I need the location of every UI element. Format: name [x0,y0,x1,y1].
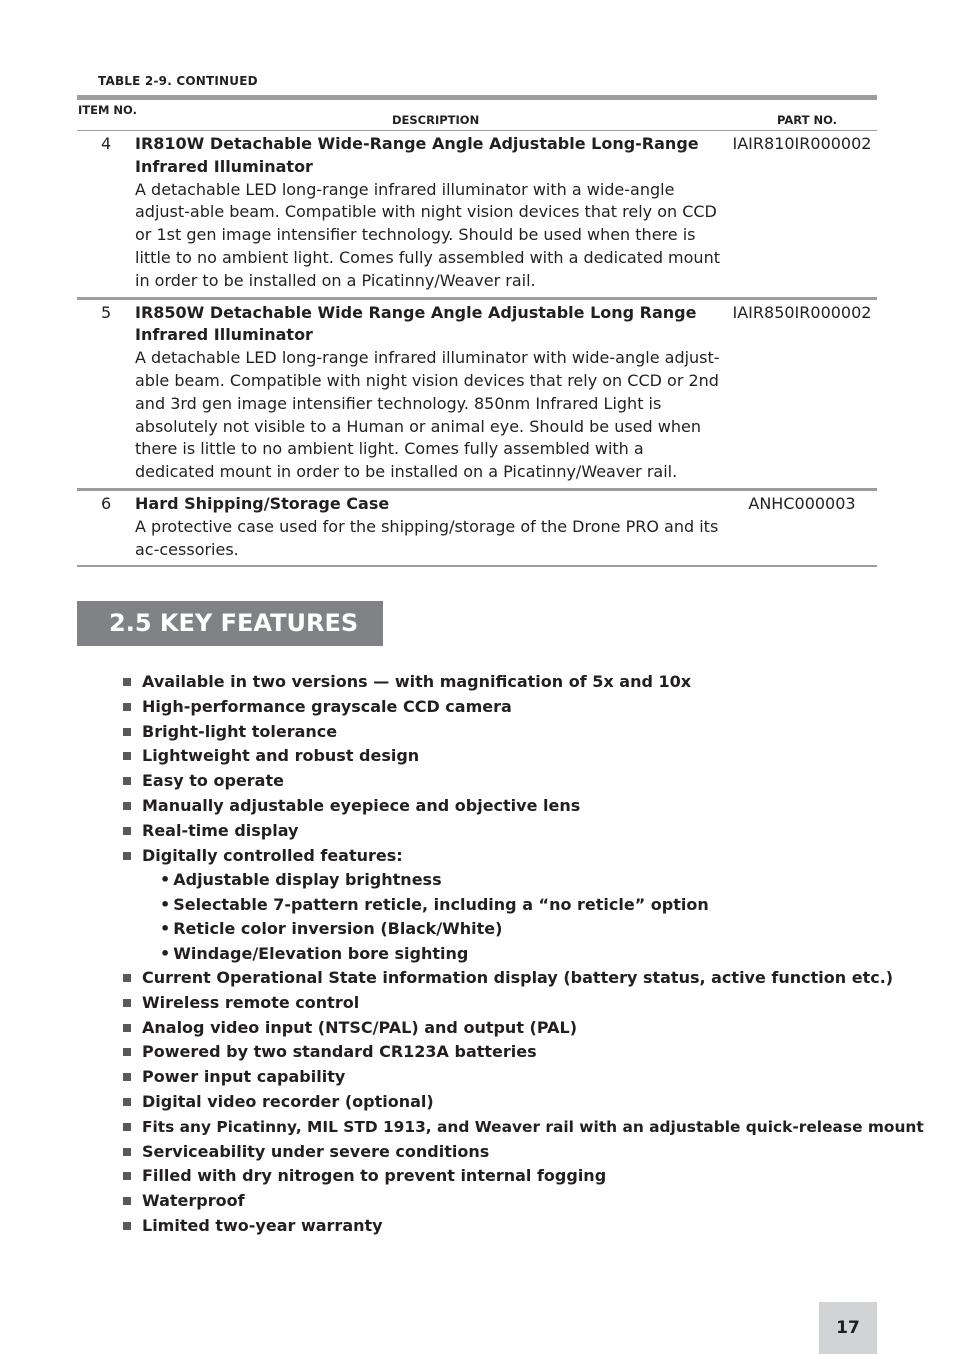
item-description-cell [135,493,727,561]
dot-bullet-icon: • [160,943,171,963]
parts-table [77,95,877,567]
item-description: A protective case used for the shipping/storage of the Drone PRO and its ac-cessories. [135,516,719,559]
table-row [77,131,877,300]
item-description: A detachable LED long-range infrared illuminator with wide-angle adjust-able beam. Compatible with night vision devices that rely on CCD or 2nd and 3rd gen image intensifier technology. 850nm Infrared Light is absolutely not visible to a Human or animal eye. Should be used when there is little to no ambient light. Comes fully assembled with a dedicated mount in order to be installed on a Picatinny/Weaver rail. [135,348,720,482]
item-name: IR850W Detachable Wide Range Angle Adjustable Long Range Infrared Illuminator [135,302,697,345]
square-bullet-icon [123,802,131,810]
section-heading: 2.5 KEY FEATURES [77,601,383,646]
square-bullet-icon [123,1172,131,1180]
square-bullet-icon [123,1073,131,1081]
feature-item: Manually adjustable eyepiece and objective lens [123,794,924,819]
feature-item: Real-time display [123,819,924,844]
feature-item: Wireless remote control [123,991,924,1016]
table-row [77,300,877,491]
square-bullet-icon [123,852,131,860]
sub-features-list [123,868,924,966]
feature-item: Waterproof [123,1189,924,1214]
square-bullet-icon [123,827,131,835]
feature-item: Current Operational State information display (battery status, active function etc.) [123,966,924,991]
square-bullet-icon [123,728,131,736]
part-number: IAIR850IR000002 [732,302,872,322]
header-description: DESCRIPTION [392,113,480,127]
feature-item: Analog video input (NTSC/PAL) and output (PAL) [123,1016,924,1041]
sub-feature-item: • Reticle color inversion (Black/White) [160,919,503,939]
part-number: IAIR810IR000002 [732,134,872,153]
feature-item: Powered by two standard CR123A batteries [123,1040,924,1065]
feature-item: Bright-light tolerance [123,720,924,745]
feature-item: Filled with dry nitrogen to prevent internal fogging [123,1164,924,1189]
item-number: 4 [101,134,112,153]
feature-item: Power input capability [123,1065,924,1090]
feature-item: Limited two-year warranty [123,1214,924,1239]
feature-item: Digital video recorder (optional) [123,1090,924,1115]
item-description: A detachable LED long-range infrared illuminator with a wide-angle adjust-able beam. Compatible with night vision devices that rely on CCD or 1st gen image intensifier technology. Should be used when there is little to no ambient light. Comes fully assembled with a dedicated mount in order to be installed on a Picatinny/Weaver rail. [135,179,720,290]
square-bullet-icon [123,703,131,711]
dot-bullet-icon: • [160,894,171,914]
square-bullet-icon [123,777,131,785]
square-bullet-icon [123,999,131,1007]
key-features-list [123,670,924,1239]
feature-item: Digitally controlled features: [123,844,924,869]
header-part-no: PART NO. [777,113,837,127]
item-description-cell [135,133,727,293]
header-item-no: ITEM NO. [78,103,137,117]
square-bullet-icon [123,752,131,760]
dot-bullet-icon: • [160,870,171,890]
page-number: 17 [819,1302,877,1354]
sub-feature-item: • Selectable 7-pattern reticle, including a “no reticle” option [160,894,709,914]
square-bullet-icon [123,1197,131,1205]
sub-feature-item: • Windage/Elevation bore sighting [160,943,469,963]
dot-bullet-icon: • [160,919,171,939]
feature-item: Available in two versions — with magnification of 5x and 10x [123,670,924,695]
item-number: 5 [101,302,112,322]
feature-item: Fits any Picatinny, MIL STD 1913, and Weaver rail with an adjustable quick-release mount [123,1115,924,1140]
square-bullet-icon [123,1148,131,1156]
table-header [77,100,877,131]
square-bullet-icon [123,1024,131,1032]
square-bullet-icon [123,1123,131,1131]
square-bullet-icon [123,1222,131,1230]
table-row [77,491,877,567]
square-bullet-icon [123,1098,131,1106]
table-caption: TABLE 2-9. CONTINUED [98,74,258,88]
feature-item: Lightweight and robust design [123,744,924,769]
item-name: IR810W Detachable Wide-Range Angle Adjustable Long-Range Infrared Illuminator [135,134,699,176]
sub-feature-item: • Adjustable display brightness [160,870,442,890]
feature-item: Easy to operate [123,769,924,794]
square-bullet-icon [123,1048,131,1056]
sub-features-group [123,868,924,966]
feature-item: Serviceability under severe conditions [123,1140,924,1165]
part-number: ANHC000003 [748,493,856,513]
item-number: 6 [101,493,112,513]
square-bullet-icon [123,974,131,982]
square-bullet-icon [123,678,131,686]
item-description-cell [135,302,727,484]
item-name: Hard Shipping/Storage Case [135,493,390,513]
feature-item: High-performance grayscale CCD camera [123,695,924,720]
